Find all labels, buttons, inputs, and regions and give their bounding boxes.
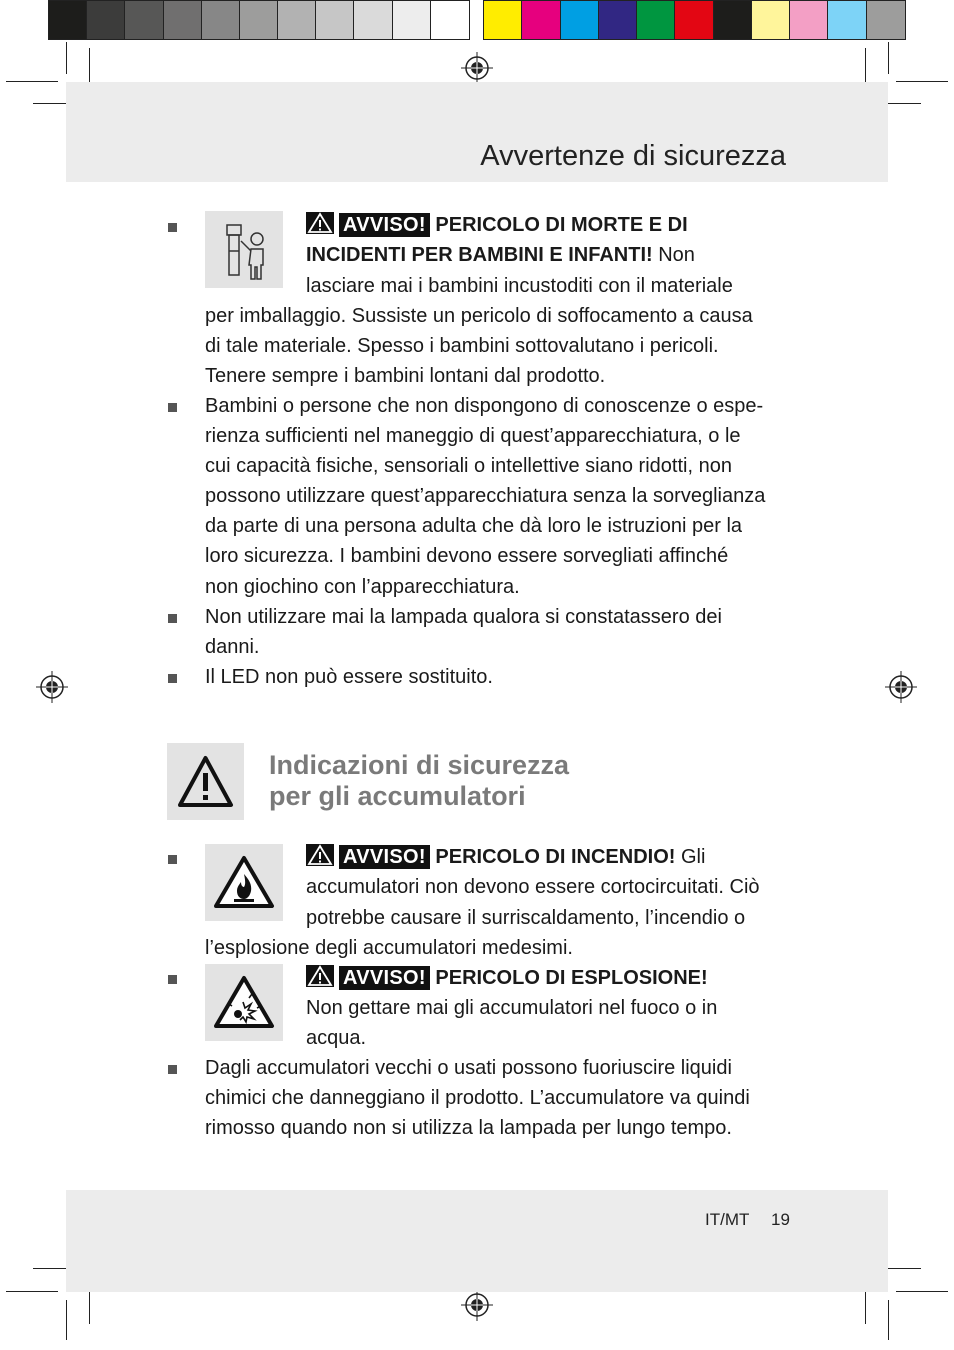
- crop-mark: [896, 81, 948, 82]
- crop-mark: [896, 1291, 948, 1292]
- crop-mark: [66, 42, 67, 74]
- warning-label: AVVISO!: [339, 845, 430, 869]
- warning-heading: PERICOLO DI INCENDIO!: [435, 846, 676, 868]
- warning-heading-line: [306, 210, 688, 240]
- color-swatch: [561, 1, 599, 39]
- color-swatch: [431, 1, 469, 39]
- section-warning-pictogram: [167, 743, 244, 820]
- body-line: loro sicurezza. I bambini devono essere sorvegliati affinché: [205, 545, 729, 567]
- page-title: Avvertenze di sicurezza: [480, 140, 786, 172]
- warning-heading-line: [306, 842, 705, 872]
- body-line: possono utilizzare quest’apparecchiatura senza la sorveglianza: [205, 485, 766, 507]
- warning-triangle-icon: [306, 844, 334, 866]
- body-line: per imballaggio. Sussiste un pericolo di soffocamento a causa: [205, 305, 753, 327]
- warning-heading-line-2: [306, 240, 695, 270]
- body-line: danni.: [205, 636, 260, 658]
- print-gray-bar: [48, 0, 470, 40]
- color-swatch: [828, 1, 866, 39]
- color-swatch: [393, 1, 431, 39]
- color-swatch: [714, 1, 752, 39]
- color-swatch: [316, 1, 354, 39]
- body-line: da parte di una persona adulta che dà loro le istruzioni per la: [205, 515, 743, 537]
- bullet: [168, 1065, 177, 1074]
- body-line: Il LED non può essere sostituito.: [205, 666, 493, 688]
- section-title: [269, 750, 569, 812]
- color-swatch: [49, 1, 87, 39]
- color-swatch: [125, 1, 163, 39]
- crop-mark: [6, 81, 58, 82]
- warning-triangle-icon: [306, 965, 334, 987]
- bullet: [168, 674, 177, 683]
- section-title-line: Indicazioni di sicurezza: [269, 750, 570, 780]
- body-line: Dagli accumulatori vecchi o usati possono fuoriuscire liquidi: [205, 1057, 732, 1079]
- warning-heading-line: [306, 963, 708, 993]
- registration-mark-icon: [36, 671, 68, 703]
- color-swatch: [637, 1, 675, 39]
- section-title-line: per gli accumulatori: [269, 781, 526, 811]
- color-swatch: [87, 1, 125, 39]
- body-line: rienza sufficienti nel maneggio di quest’apparecchiatura, o le: [205, 425, 741, 447]
- fire-hazard-pictogram: [205, 844, 283, 921]
- bullet: [168, 855, 177, 864]
- body-text: Non: [652, 244, 695, 266]
- explosion-hazard-icon: [205, 964, 283, 1041]
- body-line: Tenere sempre i bambini lontani dal prodotto.: [205, 365, 606, 387]
- color-swatch: [867, 1, 905, 39]
- body-line: accumulatori non devono essere cortocircuitati. Ciò: [306, 876, 760, 898]
- crop-mark: [888, 1300, 889, 1340]
- bullet: [168, 403, 177, 412]
- body-line: Non utilizzare mai la lampada qualora si constatassero dei: [205, 606, 722, 628]
- body-line: rimosso quando non si utilizza la lampada per lungo tempo.: [205, 1117, 732, 1139]
- warning-heading: PERICOLO DI ESPLOSIONE!: [435, 967, 708, 989]
- crop-mark: [888, 42, 889, 74]
- crop-mark: [66, 1300, 67, 1340]
- warning-label: AVVISO!: [339, 966, 430, 990]
- body-line: cui capacità fisiche, sensoriali o intellettive siano ridotti, non: [205, 455, 732, 477]
- color-swatch: [278, 1, 316, 39]
- warning-triangle-icon: [167, 743, 244, 820]
- footer-band: [66, 1190, 888, 1292]
- body-line: di tale materiale. Spesso i bambini sottovalutano i pericoli.: [205, 335, 719, 357]
- body-line: Bambini o persone che non dispongono di conoscenze o espe-: [205, 395, 764, 417]
- child-reaching-icon: [205, 211, 283, 288]
- color-swatch: [790, 1, 828, 39]
- page-number: 19: [771, 1210, 790, 1229]
- body-line: potrebbe causare il surriscaldamento, l’incendio o: [306, 907, 746, 929]
- color-swatch: [599, 1, 637, 39]
- bullet: [168, 614, 177, 623]
- color-swatch: [522, 1, 560, 39]
- warning-heading: PERICOLO DI MORTE E DI: [435, 214, 688, 236]
- crop-mark: [6, 1291, 58, 1292]
- color-swatch: [202, 1, 240, 39]
- bullet: [168, 223, 177, 232]
- color-swatch: [164, 1, 202, 39]
- color-swatch: [752, 1, 790, 39]
- child-hazard-pictogram: [205, 211, 283, 288]
- body-line: acqua.: [306, 1027, 367, 1049]
- body-line: Non gettare mai gli accumulatori nel fuoco o in: [306, 997, 718, 1019]
- registration-mark-icon: [885, 671, 917, 703]
- warning-heading: INCIDENTI PER BAMBINI E INFANTI!: [306, 244, 653, 266]
- registration-mark-icon: [461, 1289, 493, 1321]
- body-text: Gli: [675, 846, 706, 868]
- color-swatch: [484, 1, 522, 39]
- body-line: non giochino con l’apparecchiatura.: [205, 576, 520, 598]
- color-swatch: [240, 1, 278, 39]
- warning-triangle-icon: [306, 212, 334, 234]
- registration-mark-icon: [461, 52, 493, 84]
- bullet: [168, 975, 177, 984]
- body-line: lasciare mai i bambini incustoditi con il materiale: [306, 275, 733, 297]
- warning-label: AVVISO!: [339, 213, 430, 237]
- explosion-hazard-pictogram: [205, 964, 283, 1041]
- color-swatch: [675, 1, 713, 39]
- footer-language-code: IT/MT: [705, 1210, 750, 1229]
- body-line: chimici che danneggiano il prodotto. L’accumulatore va quindi: [205, 1087, 750, 1109]
- fire-hazard-icon: [205, 844, 283, 921]
- body-line: l’esplosione degli accumulatori medesimi.: [205, 937, 573, 959]
- print-color-bar: [483, 0, 906, 40]
- color-swatch: [354, 1, 392, 39]
